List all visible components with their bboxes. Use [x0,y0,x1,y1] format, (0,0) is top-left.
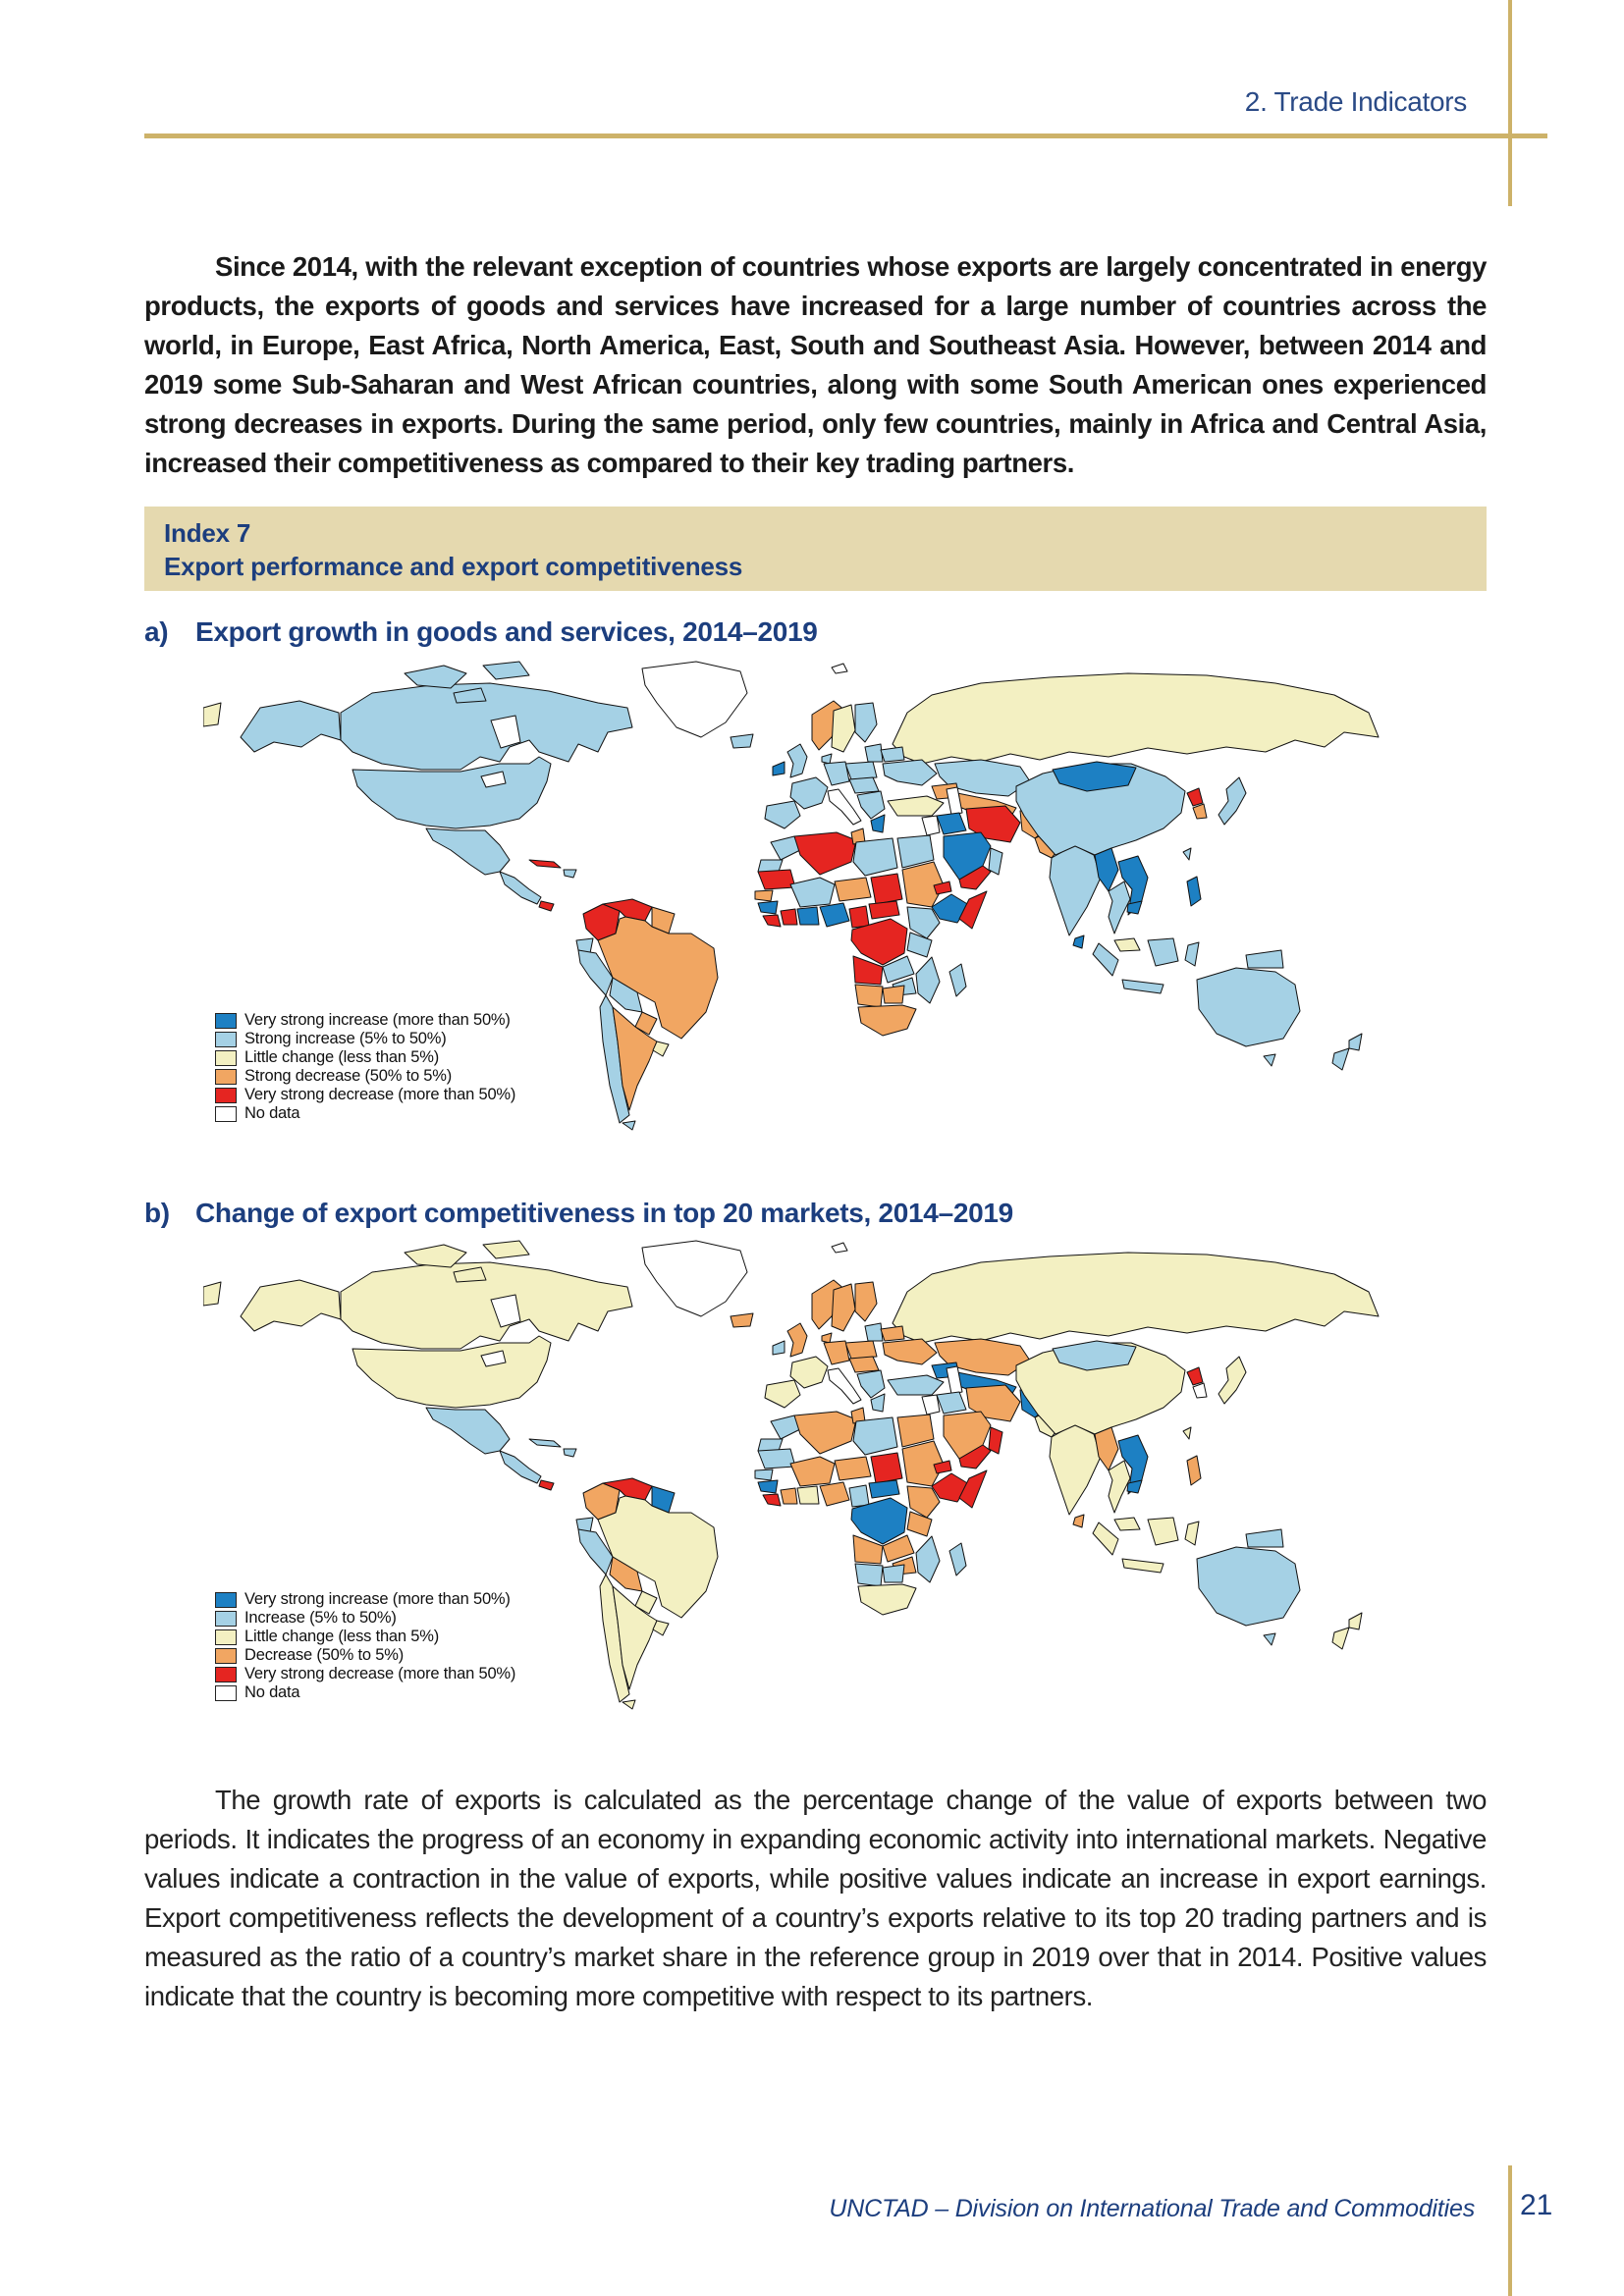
region-borneo [1148,1518,1178,1545]
region-baltics [865,1323,883,1341]
region-cambodia [1127,901,1142,914]
region-ireland [773,762,785,775]
caspian-sea-water [947,787,962,815]
gold-vertical-rule-top [1508,0,1512,206]
region-finland [855,1282,877,1321]
legend-swatch [215,1013,237,1029]
footer-division-title: UNCTAD – Division on International Trade and Commodities [829,2195,1475,2222]
region-guinea [758,1480,778,1493]
region-ghana-togo-benin [797,907,819,925]
gold-horizontal-rule [144,133,1547,138]
legend-item [215,1048,515,1067]
region-hispaniola [564,1449,576,1457]
legend-label: Strong decrease (50% to 5%) [244,1067,453,1085]
region-iberia [765,1380,800,1408]
region-botswana [883,1565,904,1582]
index-banner-title: Export performance and export competitiveness [164,552,743,581]
region-java [1122,980,1164,993]
region-papua-new-guinea [1246,1529,1283,1547]
map-b-heading-letter: b) [144,1198,170,1228]
region-japan [1218,777,1246,825]
region-germany [824,1341,849,1364]
region-sumatra [1093,1522,1118,1555]
region-cote-divoire [781,1488,797,1504]
legend-item [215,1067,515,1086]
region-iraq [937,813,966,834]
legend-label: Very strong increase (more than 50%) [244,1590,511,1608]
region-central-america [500,872,541,904]
closing-paragraph: The growth rate of exports is calculated as the percentage change of the value of exports between two periods. It indicates the progress of an economy in expanding economic activity into international markets. Negative values indicate a contraction in the value of exports, while positive values indicate an increase in export earnings. Export competitiveness reflects the development of a country’s exports relative to its top 20 trading partners and is measured as the ratio of a country’s market share in the reference group in 2019 over that in 2014. Positive values indicate that the country is becoming more competitive with respect to its partners. [144,1784,1487,2011]
gold-vertical-rule-bottom [1508,2165,1512,2296]
region-panama [539,1480,554,1490]
index-banner-label: Index 7 [164,518,251,548]
region-central-europe [849,777,879,793]
legend-label: Strong increase (5% to 50%) [244,1030,447,1047]
region-south-korea [1193,804,1207,819]
region-niger [835,878,871,901]
legend-label: Little change (less than 5%) [244,1048,440,1066]
region-thailand [1109,881,1130,934]
region-canada [341,683,632,770]
region-oman [989,1427,1002,1454]
legend-item [215,1011,515,1030]
region-alaska [241,1280,341,1331]
region-nigeria [820,1482,849,1506]
legend-swatch [215,1088,237,1103]
legend-label: No data [244,1104,300,1122]
map-a-heading [144,616,818,648]
region-turkey [888,1375,944,1395]
region-chukotka-wrap [203,703,221,726]
region-malaysia [1114,938,1140,951]
legend-swatch [215,1648,237,1664]
region-iceland [731,1313,753,1327]
region-sierra-leone-liberia [763,1494,781,1506]
region-sweden [832,705,855,752]
map-a-legend [215,1011,515,1123]
map-b-heading [144,1198,1013,1229]
region-mali [790,1457,835,1486]
region-philippines [1187,1456,1201,1485]
region-mexico [426,828,510,875]
region-ukraine [883,760,937,785]
region-finland [855,703,877,742]
region-central-america [500,1451,541,1483]
region-canada [341,1262,632,1349]
region-uk [787,744,807,777]
region-north-korea [1187,1367,1203,1385]
region-cambodia [1127,1480,1142,1493]
region-australia [1197,968,1300,1046]
legend-item [215,1590,515,1609]
region-central-african-republic [869,1480,899,1498]
legend-item [215,1086,515,1104]
region-libya [853,1417,897,1455]
region-greenland [642,1241,747,1316]
map-a-heading-letter: a) [144,616,169,647]
region-hispaniola [564,870,576,878]
region-cuba [529,1439,561,1447]
region-svalbard [832,1243,847,1253]
region-new-zealand-north [1349,1613,1362,1629]
region-germany [824,762,849,785]
region-denmark [822,1333,832,1343]
region-greenland [642,662,747,737]
legend-swatch [215,1069,237,1085]
region-senegal [755,1469,773,1480]
region-cameroon [849,906,869,928]
caspian-sea-water [947,1366,962,1394]
region-sulawesi [1185,942,1199,966]
region-taiwan [1183,848,1191,860]
region-panama [539,901,554,911]
region-iceland [731,734,753,748]
region-tierra-del-fuego [623,1700,635,1709]
region-sweden [832,1284,855,1331]
region-belarus [881,747,904,762]
region-tasmania [1264,1054,1275,1066]
legend-swatch [215,1685,237,1701]
region-sri-lanka [1073,1515,1084,1527]
page-number: 21 [1520,2189,1553,2221]
region-syria-levant [922,1395,940,1415]
region-namibia [855,1564,883,1586]
region-somalia [959,891,987,929]
region-sumatra [1093,943,1118,976]
region-nigeria [820,903,849,927]
region-belarus [881,1326,904,1341]
region-sri-lanka [1073,935,1084,948]
region-italy [828,1368,861,1404]
legend-swatch [215,1032,237,1047]
region-russia [893,673,1379,764]
legend-label: Very strong decrease (more than 50%) [244,1086,516,1103]
legend-item [215,1646,515,1665]
intro-paragraph: Since 2014, with the relevant exception of countries whose exports are largely concentrated in energy products, the exports of goods and services have increased for a large number of countries across the world, in Europe, East Africa, North America, East, South and Southeast Asia. However, between 2014 and 2019 some Sub-Saharan and West African countries, along with some South American ones experienced strong decreases in exports. During the same period, only few countries, mainly in Africa and Central Asia, increased their competitiveness as compared to their key trading partners. [144,250,1487,478]
region-italy [828,789,861,825]
legend-item [215,1104,515,1123]
region-papua-new-guinea [1246,950,1283,968]
region-central-african-republic [869,901,899,919]
map-b-heading-text: Change of export competitiveness in top 20 markets, 2014–2019 [195,1198,1013,1228]
region-madagascar [949,1543,966,1575]
legend-swatch [215,1050,237,1066]
region-niger [835,1457,871,1480]
region-philippines [1187,877,1201,906]
region-india [1050,845,1101,935]
region-mexico [426,1408,510,1454]
region-new-zealand-south [1332,1628,1349,1649]
region-new-zealand-north [1349,1034,1362,1050]
legend-label: Little change (less than 5%) [244,1628,440,1645]
region-chad [871,874,902,904]
region-svalbard [832,664,847,673]
region-ukraine [883,1339,937,1364]
region-mauritania [758,1449,795,1468]
region-borneo [1148,938,1178,966]
legend-swatch [215,1611,237,1627]
region-mauritania [758,870,795,889]
region-central-europe [849,1357,879,1372]
region-senegal [755,890,773,901]
legend-label: Increase (5% to 50%) [244,1609,397,1627]
region-balkans [857,1370,885,1398]
legend-label: Very strong decrease (more than 50%) [244,1665,516,1682]
region-australia [1197,1547,1300,1626]
region-ireland [773,1341,785,1355]
region-iraq [937,1392,966,1414]
region-syria-levant [922,816,940,835]
region-uk [787,1323,807,1357]
region-south-africa [858,1005,916,1036]
region-north-korea [1187,788,1203,806]
region-russia [893,1253,1379,1343]
region-poland [845,1341,877,1359]
region-chukotka-wrap [203,1282,221,1306]
region-cuba [529,860,561,868]
region-tierra-del-fuego [623,1121,635,1130]
region-malaysia [1114,1518,1140,1530]
legend-swatch [215,1592,237,1608]
legend-swatch [215,1667,237,1682]
legend-item [215,1665,515,1683]
region-java [1122,1559,1164,1573]
region-madagascar [949,964,966,996]
region-cameroon [849,1485,869,1507]
legend-label: Decrease (50% to 5%) [244,1646,404,1664]
region-baltics [865,744,883,762]
region-ghana-togo-benin [797,1486,819,1504]
region-oman [989,848,1002,875]
map-b-legend [215,1590,515,1702]
legend-item [215,1030,515,1048]
region-south-africa [858,1584,916,1615]
region-thailand [1109,1461,1130,1513]
map-export-competitiveness [203,1233,1421,1724]
region-india [1050,1424,1101,1515]
page-header-section-title: 2. Trade Indicators [1244,86,1467,117]
region-cote-divoire [781,909,797,925]
legend-item [215,1628,515,1646]
region-denmark [822,754,832,764]
region-poland [845,762,877,779]
region-mali [790,878,835,907]
region-namibia [855,985,883,1007]
region-botswana [883,986,904,1003]
legend-item [215,1683,515,1702]
legend-swatch [215,1629,237,1645]
legend-label: No data [244,1683,300,1701]
map-export-growth [203,654,1421,1145]
legend-swatch [215,1106,237,1122]
region-sulawesi [1185,1522,1199,1545]
region-somalia [959,1470,987,1508]
region-guinea [758,901,778,914]
region-myanmar [1095,848,1118,891]
region-algeria [794,832,856,875]
region-taiwan [1183,1427,1191,1439]
region-turkey [888,796,944,816]
region-new-zealand-south [1332,1048,1349,1070]
region-balkans [857,791,885,819]
region-myanmar [1095,1427,1118,1470]
region-mozambique [916,957,940,1003]
map-a-heading-text: Export growth in goods and services, 2014–2019 [195,616,818,647]
region-chad [871,1453,902,1483]
region-sierra-leone-liberia [763,915,781,927]
region-tasmania [1264,1633,1275,1645]
region-mozambique [916,1536,940,1582]
region-iberia [765,801,800,828]
region-alaska [241,701,341,752]
region-south-korea [1193,1383,1207,1398]
legend-item [215,1609,515,1628]
region-libya [853,838,897,876]
region-japan [1218,1357,1246,1404]
region-algeria [794,1412,856,1454]
legend-label: Very strong increase (more than 50%) [244,1011,511,1029]
index-banner [144,507,1487,591]
